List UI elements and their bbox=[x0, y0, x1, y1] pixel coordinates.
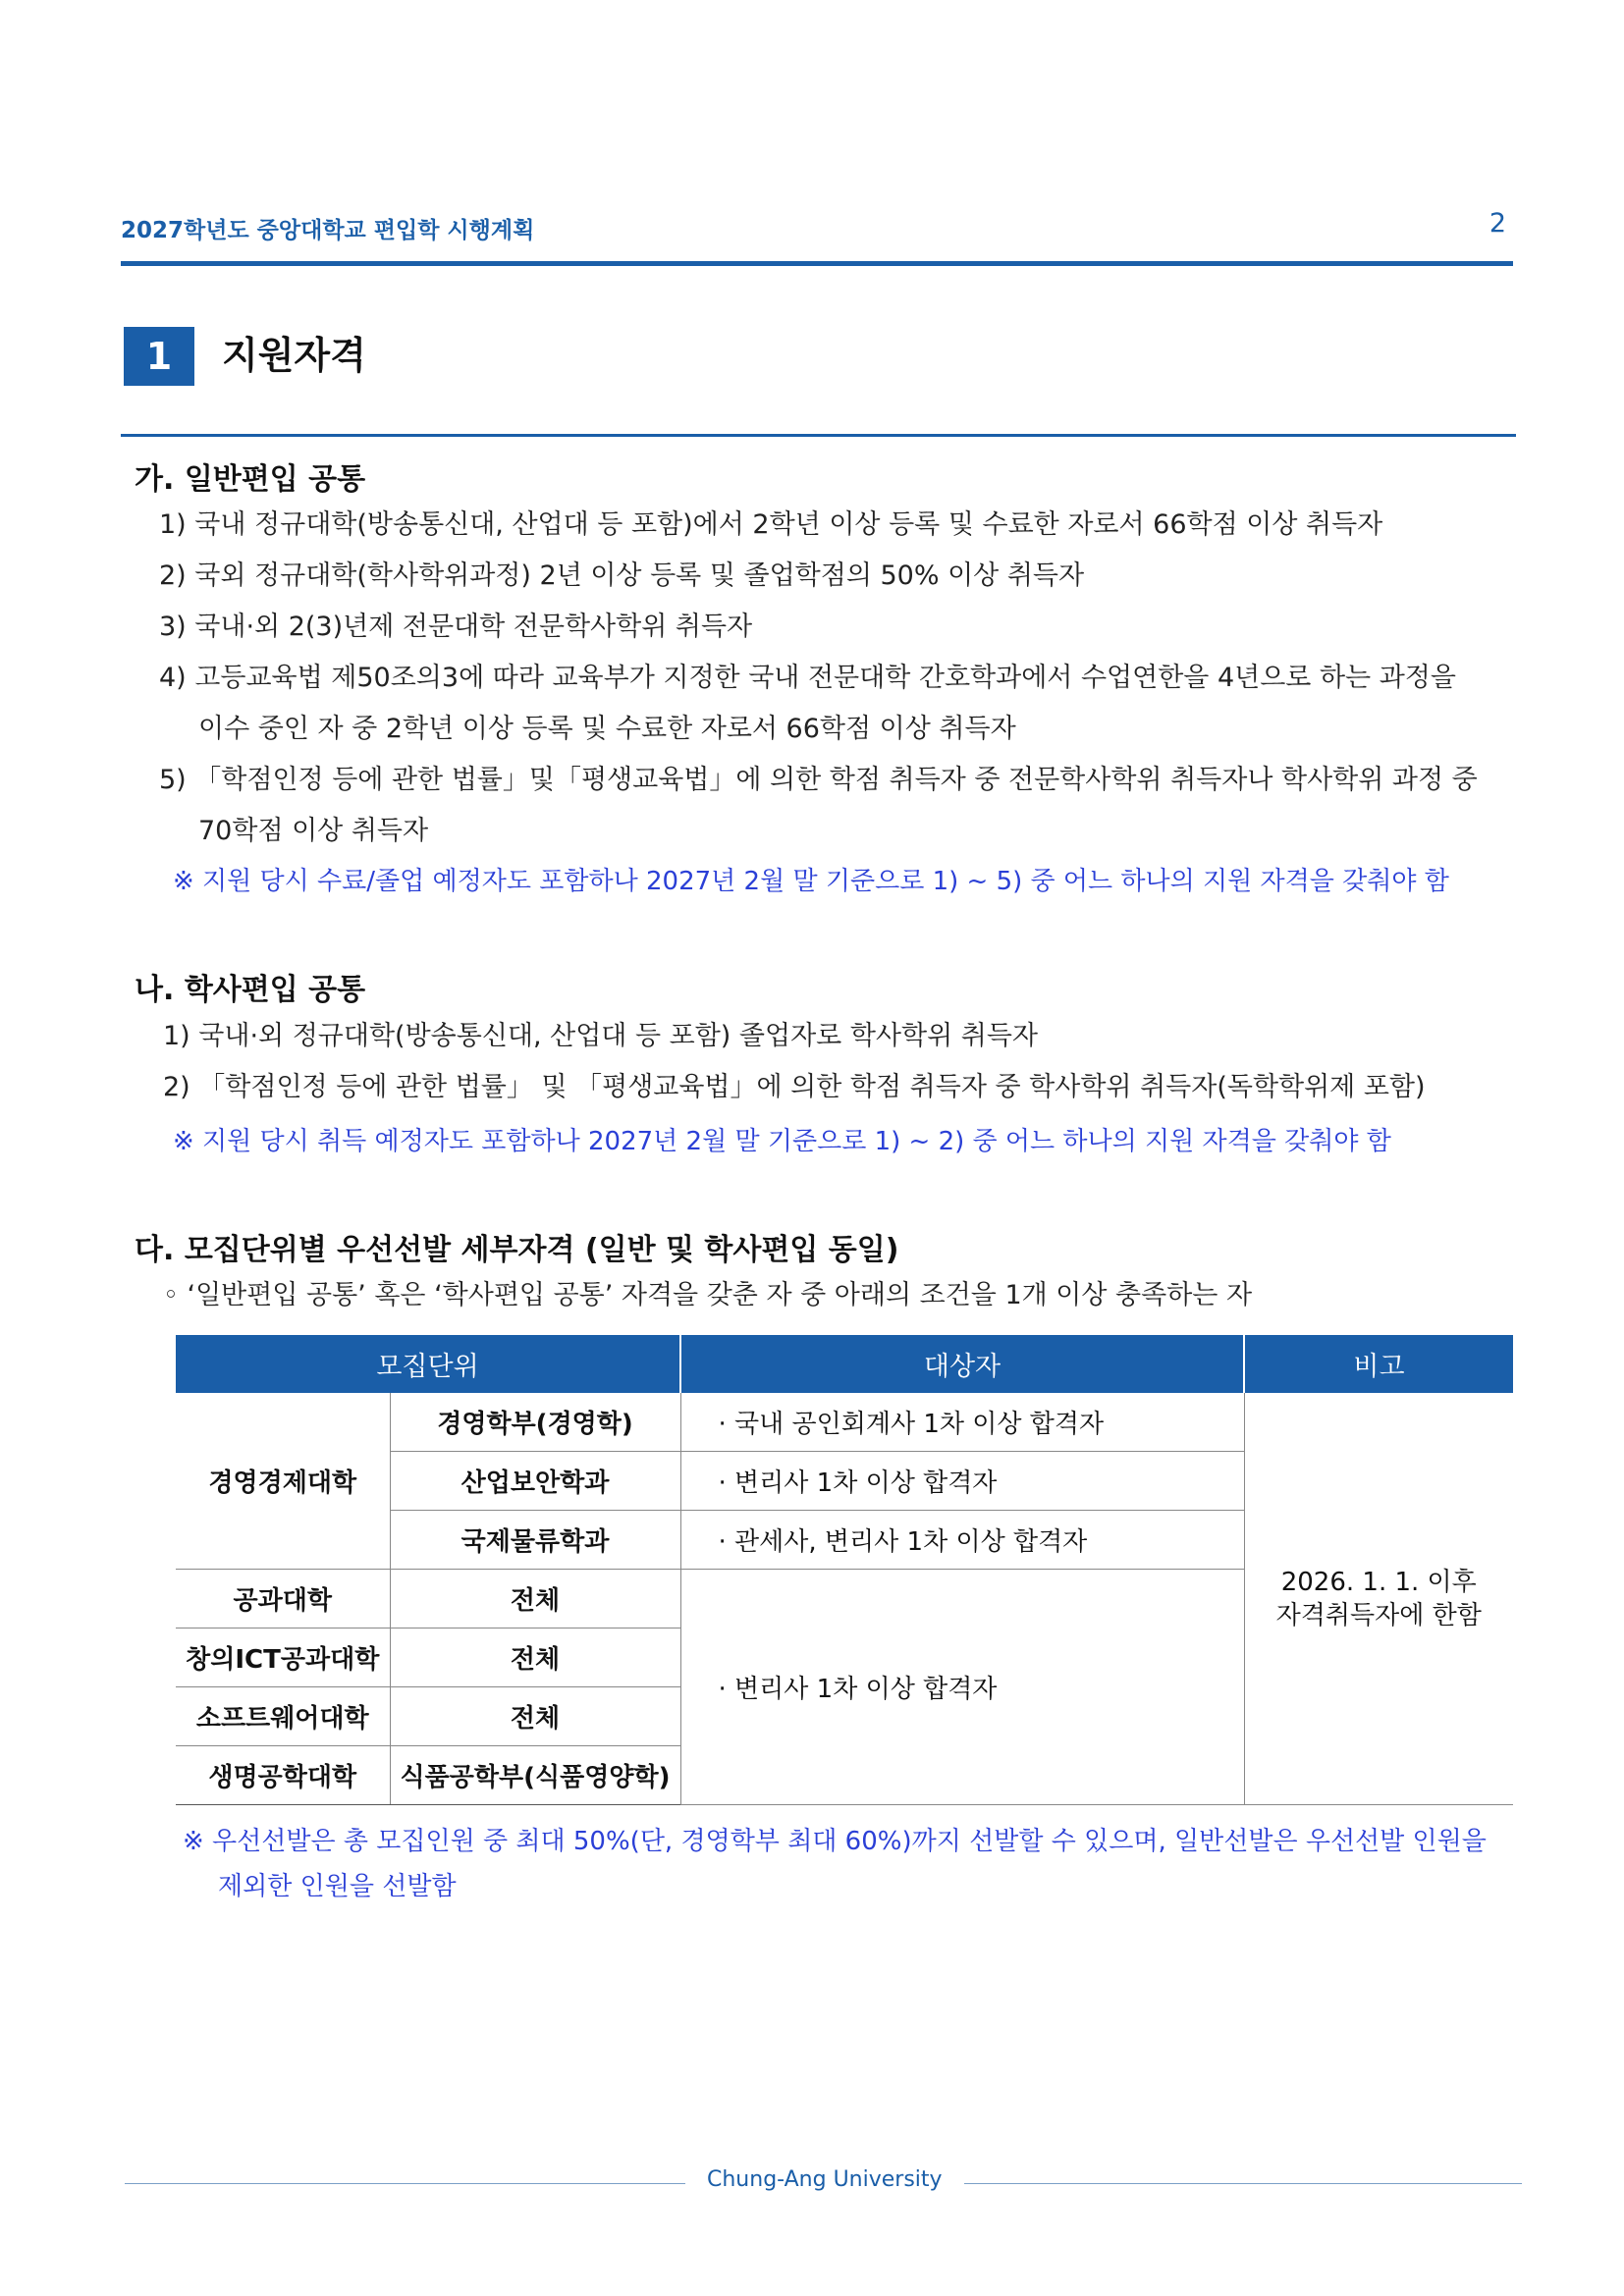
section-divider bbox=[121, 434, 1516, 437]
college-cell: 창의ICT공과대학 bbox=[176, 1629, 390, 1687]
header-recruitment-unit: 모집단위 bbox=[176, 1335, 680, 1393]
general-transfer-heading: 가. 일반편입 공통 bbox=[135, 462, 366, 497]
footer-university-name: Chung-Ang University bbox=[707, 2167, 943, 2192]
unit-cell: 전체 bbox=[390, 1629, 680, 1687]
general-item-2: 2) 국외 정규대학(학사학위과정) 2년 이상 등록 및 졸업학점의 50% 이상 취득자 bbox=[159, 561, 1085, 591]
priority-qualification-table bbox=[176, 1335, 1513, 1805]
unit-cell: 경영학부(경영학) bbox=[390, 1393, 680, 1452]
priority-note-line-1: ※ 우선선발은 총 모집인원 중 최대 50%(단, 경영학부 최대 60%)까지 선발할 수 있으며, 일반선발은 우선선발 인원을 bbox=[183, 1827, 1487, 1856]
general-item-3: 3) 국내·외 2(3)년제 전문대학 전문학사학위 취득자 bbox=[159, 612, 753, 642]
college-cell: 소프트웨어대학 bbox=[176, 1687, 390, 1746]
document-header-title: 2027학년도 중앙대학교 편입학 시행계획 bbox=[121, 218, 535, 243]
page-number: 2 bbox=[1489, 208, 1506, 239]
section-number-badge: 1 bbox=[124, 327, 194, 386]
priority-heading: 다. 모집단위별 우선선발 세부자격 (일반 및 학사편입 동일) bbox=[135, 1233, 899, 1267]
general-note: ※ 지원 당시 수료/졸업 예정자도 포함하나 2027년 2월 말 기준으로 1) ~ 5) 중 어느 하나의 지원 자격을 갖춰야 함 bbox=[173, 867, 1449, 896]
footer-rule-left bbox=[125, 2183, 685, 2184]
bachelor-note: ※ 지원 당시 취득 예정자도 포함하나 2027년 2월 말 기준으로 1) ~ 2) 중 어느 하나의 지원 자격을 갖춰야 함 bbox=[173, 1127, 1391, 1156]
general-item-1: 1) 국내 정규대학(방송통신대, 산업대 등 포함)에서 2학년 이상 등록 및 수료한 자로서 66학점 이상 취득자 bbox=[159, 509, 1383, 540]
bachelor-transfer-heading: 나. 학사편입 공통 bbox=[135, 973, 366, 1007]
header-divider bbox=[121, 261, 1513, 266]
unit-cell: 산업보안학과 bbox=[390, 1452, 680, 1511]
general-item-5: 5) 「학점인정 등에 관한 법률」및「평생교육법」에 의한 학점 취득자 중 전문학사학위 취득자나 학사학위 과정 중 bbox=[159, 765, 1478, 795]
remark-line-1: 2026. 1. 1. 이후 bbox=[1280, 1567, 1477, 1597]
section-title: 지원자격 bbox=[222, 334, 366, 377]
table-header-row bbox=[176, 1335, 1513, 1393]
unit-cell: 전체 bbox=[390, 1687, 680, 1746]
bachelor-item-2: 2) 「학점인정 등에 관한 법률」 및 「평생교육법」에 의한 학점 취득자 중 학사학위 취득자(독학학위제 포함) bbox=[163, 1072, 1426, 1102]
general-item-5-cont: 70학점 이상 취득자 bbox=[198, 816, 429, 846]
header-target: 대상자 bbox=[680, 1335, 1244, 1393]
footer-rule-right bbox=[964, 2183, 1522, 2184]
target-cell: · 변리사 1차 이상 합격자 bbox=[680, 1452, 1244, 1511]
bachelor-item-1: 1) 국내·외 정규대학(방송통신대, 산업대 등 포함) 졸업자로 학사학위 취득자 bbox=[163, 1021, 1038, 1051]
general-item-4: 4) 고등교육법 제50조의3에 따라 교육부가 지정한 국내 전문대학 간호학과에서 수업연한을 4년으로 하는 과정을 bbox=[159, 663, 1456, 693]
header-remark: 비고 bbox=[1244, 1335, 1513, 1393]
table-row bbox=[176, 1393, 1513, 1452]
general-item-4-cont: 이수 중인 자 중 2학년 이상 등록 및 수료한 자로서 66학점 이상 취득자 bbox=[198, 714, 1016, 744]
college-cell: 공과대학 bbox=[176, 1570, 390, 1629]
college-cell: 생명공학대학 bbox=[176, 1746, 390, 1805]
unit-cell: 식품공학부(식품영양학) bbox=[390, 1746, 680, 1805]
college-cell: 경영경제대학 bbox=[176, 1393, 390, 1570]
target-cell: · 국내 공인회계사 1차 이상 합격자 bbox=[680, 1393, 1244, 1452]
priority-intro: ◦ ‘일반편입 공통’ 혹은 ‘학사편입 공통’ 자격을 갖춘 자 중 아래의 조건을 1개 이상 충족하는 자 bbox=[163, 1280, 1253, 1310]
remark-cell bbox=[1244, 1393, 1513, 1805]
unit-cell: 전체 bbox=[390, 1570, 680, 1629]
target-cell: · 변리사 1차 이상 합격자 bbox=[680, 1570, 1244, 1805]
remark-line-2: 자격취득자에 한함 bbox=[1275, 1600, 1482, 1630]
unit-cell: 국제물류학과 bbox=[390, 1511, 680, 1570]
target-cell: · 관세사, 변리사 1차 이상 합격자 bbox=[680, 1511, 1244, 1570]
priority-note-line-2: 제외한 인원을 선발함 bbox=[218, 1872, 457, 1901]
